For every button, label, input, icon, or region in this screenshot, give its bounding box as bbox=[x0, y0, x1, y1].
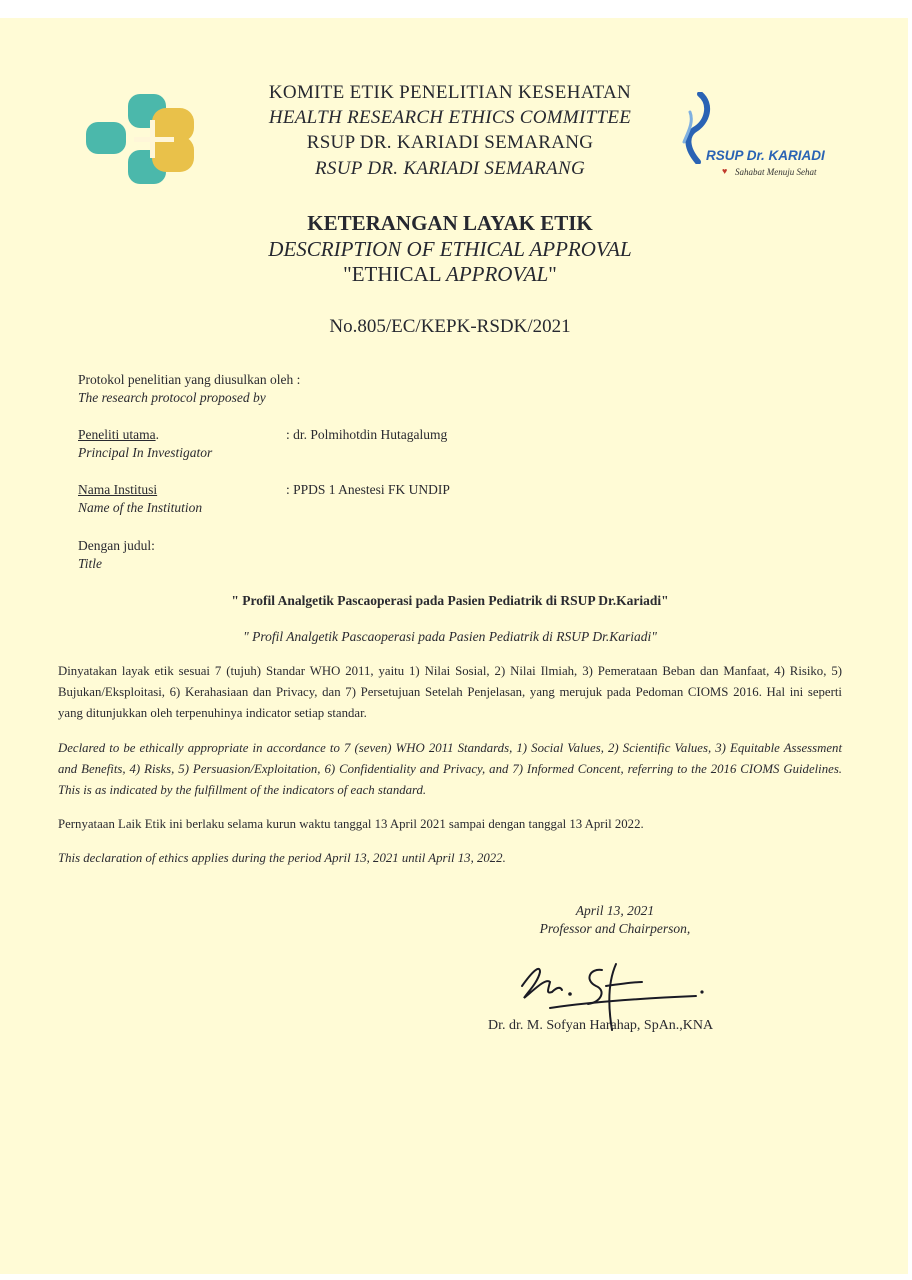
investigator-label-en: Principal In Investigator bbox=[78, 445, 213, 460]
research-title-label-en: Title bbox=[78, 556, 103, 571]
heart-icon: ♥ bbox=[722, 166, 728, 176]
header-line-4: RSUP DR. KARIADI SEMARANG bbox=[315, 158, 585, 179]
institution-label-en: Name of the Institution bbox=[78, 500, 203, 515]
logo-petal-left bbox=[86, 122, 126, 154]
title-ethical-approval: "ETHICAL APPROVAL" bbox=[343, 262, 557, 286]
header-line-2: HEALTH RESEARCH ETHICS COMMITTEE bbox=[268, 107, 632, 128]
logo-cross-h bbox=[134, 137, 174, 142]
investigator-value: : dr. Polmihotdin Hutagalumg bbox=[286, 427, 448, 442]
protocol-label-en: The research protocol proposed by bbox=[78, 390, 266, 405]
research-title-id: " Profil Analgetik Pascaoperasi pada Pasien Pediatrik di RSUP Dr.Kariadi" bbox=[231, 593, 669, 608]
kariadi-tagline: Sahabat Menuju Sehat bbox=[735, 167, 817, 177]
title-id: KETERANGAN LAYAK ETIK bbox=[307, 211, 593, 235]
validity-en: This declaration of ethics applies during the period April 13, 2021 until April 13, 2022. bbox=[58, 851, 506, 865]
kariadi-logo-text: RSUP Dr. KARIADI bbox=[706, 148, 825, 163]
validity-id: Pernyataan Laik Etik ini berlaku selama kurun waktu tanggal 13 April 2021 sampai dengan tanggal 13 April 2022. bbox=[58, 817, 644, 831]
institution-label-id: Nama Institusi bbox=[78, 482, 158, 497]
protocol-label-id: Protokol penelitian yang diusulkan oleh : bbox=[78, 372, 301, 387]
research-title-label-id: Dengan judul: bbox=[78, 538, 155, 553]
header-line-3: RSUP DR. KARIADI SEMARANG bbox=[306, 132, 594, 153]
institution-value: : PPDS 1 Anestesi FK UNDIP bbox=[286, 482, 450, 497]
certificate-number: No.805/EC/KEPK-RSDK/2021 bbox=[329, 316, 571, 337]
header-line-1: KOMITE ETIK PENELITIAN KESEHATAN bbox=[268, 82, 632, 103]
signature-role: Professor and Chairperson, bbox=[539, 921, 691, 936]
kemenkes-logo-icon bbox=[84, 92, 200, 188]
statement-id: Dinyatakan layak etik sesuai 7 (tujuh) Standar WHO 2011, yaitu 1) Nilai Sosial, 2) Nilai Ilmiah, 3) Pemerataan Beban dan Manfaat, 4) Risiko, 5) Bujukan/Eksploitasi, 6) Kerahasiaan dan Privacy, dan 7) Persetujuan Setelah Penjelasan, yang merujuk pada Pedoman CIOMS 2016. Hal ini seperti yang ditunjukkan oleh terpenuhinya indicator setiap standar. bbox=[58, 664, 842, 720]
title-en: DESCRIPTION OF ETHICAL APPROVAL bbox=[268, 237, 632, 261]
signature-date: April 13, 2021 bbox=[575, 903, 655, 918]
investigator-label-id: Peneliti utama. bbox=[78, 427, 159, 442]
document-page bbox=[0, 18, 908, 1274]
research-title-en: " Profil Analgetik Pascaoperasi pada Pasien Pediatrik di RSUP Dr.Kariadi" bbox=[243, 629, 657, 644]
statement-en: Declared to be ethically appropriate in accordance to 7 (seven) WHO 2011 Standards, 1) Social Values, 2) Scientific Values, 3) Equitable Assessment and Benefits, 4) Risks, 5) Persuasion/Exploitation, 6) Confidentiality and Privacy, and 7) Informed Concent, referring to the 2016 CIOMS Guidelines. This is as indicated by the fulfillment of the indicators of each standard. bbox=[58, 741, 842, 797]
signatory-name: Dr. dr. M. Sofyan Harahap, SpAn.,KNA bbox=[488, 1018, 714, 1033]
